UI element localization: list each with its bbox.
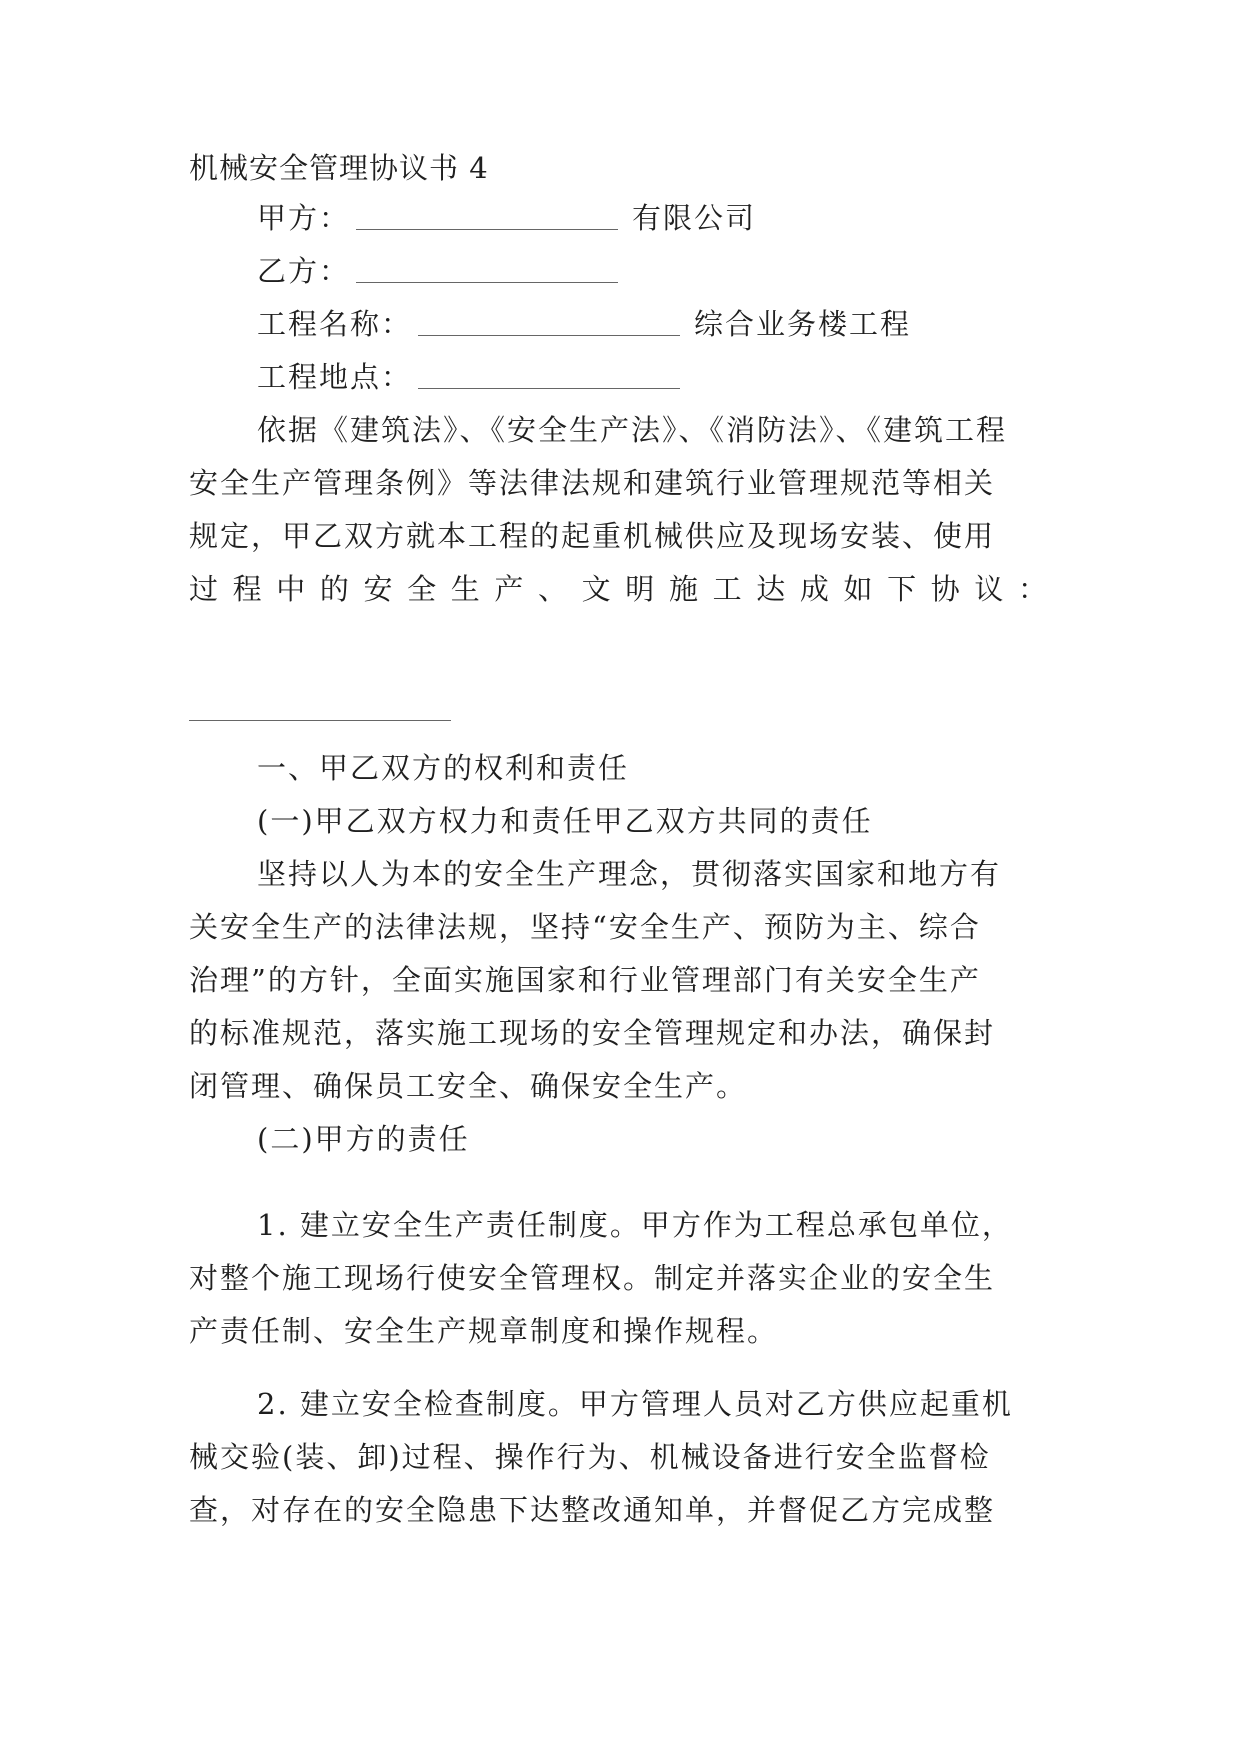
party-b-label: 乙方：	[257, 254, 351, 288]
item-line: 械交验(装、卸)过程、操作行为、机械设备进行安全监督检	[189, 1440, 991, 1474]
item-line: 产责任制、安全生产规章制度和操作规程。	[189, 1314, 779, 1348]
party-b-blank	[356, 254, 618, 283]
paragraph-line: 的标准规范，落实施工现场的安全管理规定和办法，确保封	[189, 1016, 996, 1050]
project-name-suffix: 综合业务楼工程	[694, 307, 912, 341]
party-a-suffix: 有限公司	[632, 201, 757, 235]
paragraph-line: 闭管理、确保员工安全、确保安全生产。	[189, 1069, 748, 1103]
party-a-line	[257, 198, 1117, 238]
project-name-blank	[418, 307, 680, 336]
party-b-line	[257, 251, 1117, 291]
item-line: 对整个施工现场行使安全管理权。制定并落实企业的安全生	[189, 1261, 996, 1295]
item-line: 2. 建立安全检查制度。甲方管理人员对乙方供应起重机	[257, 1387, 1013, 1421]
project-name-line	[257, 304, 1117, 344]
intro-line: 依据《建筑法》、《安全生产法》、《消防法》、《建筑工程	[257, 413, 1008, 447]
intro-line: 过程中的安全生产、文明施工达成如下协议：	[189, 572, 1049, 606]
party-a-label: 甲方：	[257, 201, 351, 235]
section-heading: 一、甲乙双方的权利和责任	[257, 751, 630, 785]
paragraph-line: 关安全生产的法律法规，坚持“安全生产、预防为主、综合	[189, 910, 981, 944]
project-name-label: 工程名称：	[257, 307, 413, 341]
subsection-heading: (二)甲方的责任	[257, 1122, 470, 1156]
project-site-line	[257, 357, 1117, 397]
blank-underline	[189, 720, 451, 721]
paragraph-line: 治理”的方针，全面实施国家和行业管理部门有关安全生产	[189, 963, 981, 997]
item-line: 1. 建立安全生产责任制度。甲方作为工程总承包单位，	[257, 1208, 1013, 1242]
subsection-heading: (一)甲乙双方权力和责任甲乙双方共同的责任	[257, 804, 873, 838]
project-site-blank	[418, 360, 680, 389]
intro-line: 规定，甲乙双方就本工程的起重机械供应及现场安装、使用	[189, 519, 996, 553]
item-line: 查，对存在的安全隐患下达整改通知单，并督促乙方完成整	[189, 1493, 996, 1527]
intro-line: 安全生产管理条例》等法律法规和建筑行业管理规范等相关	[189, 466, 996, 500]
project-site-label: 工程地点：	[257, 360, 413, 394]
paragraph-line: 坚持以人为本的安全生产理念，贯彻落实国家和地方有	[257, 857, 1002, 891]
document-title: 机械安全管理协议书 4	[189, 151, 489, 185]
party-a-blank	[356, 201, 618, 230]
